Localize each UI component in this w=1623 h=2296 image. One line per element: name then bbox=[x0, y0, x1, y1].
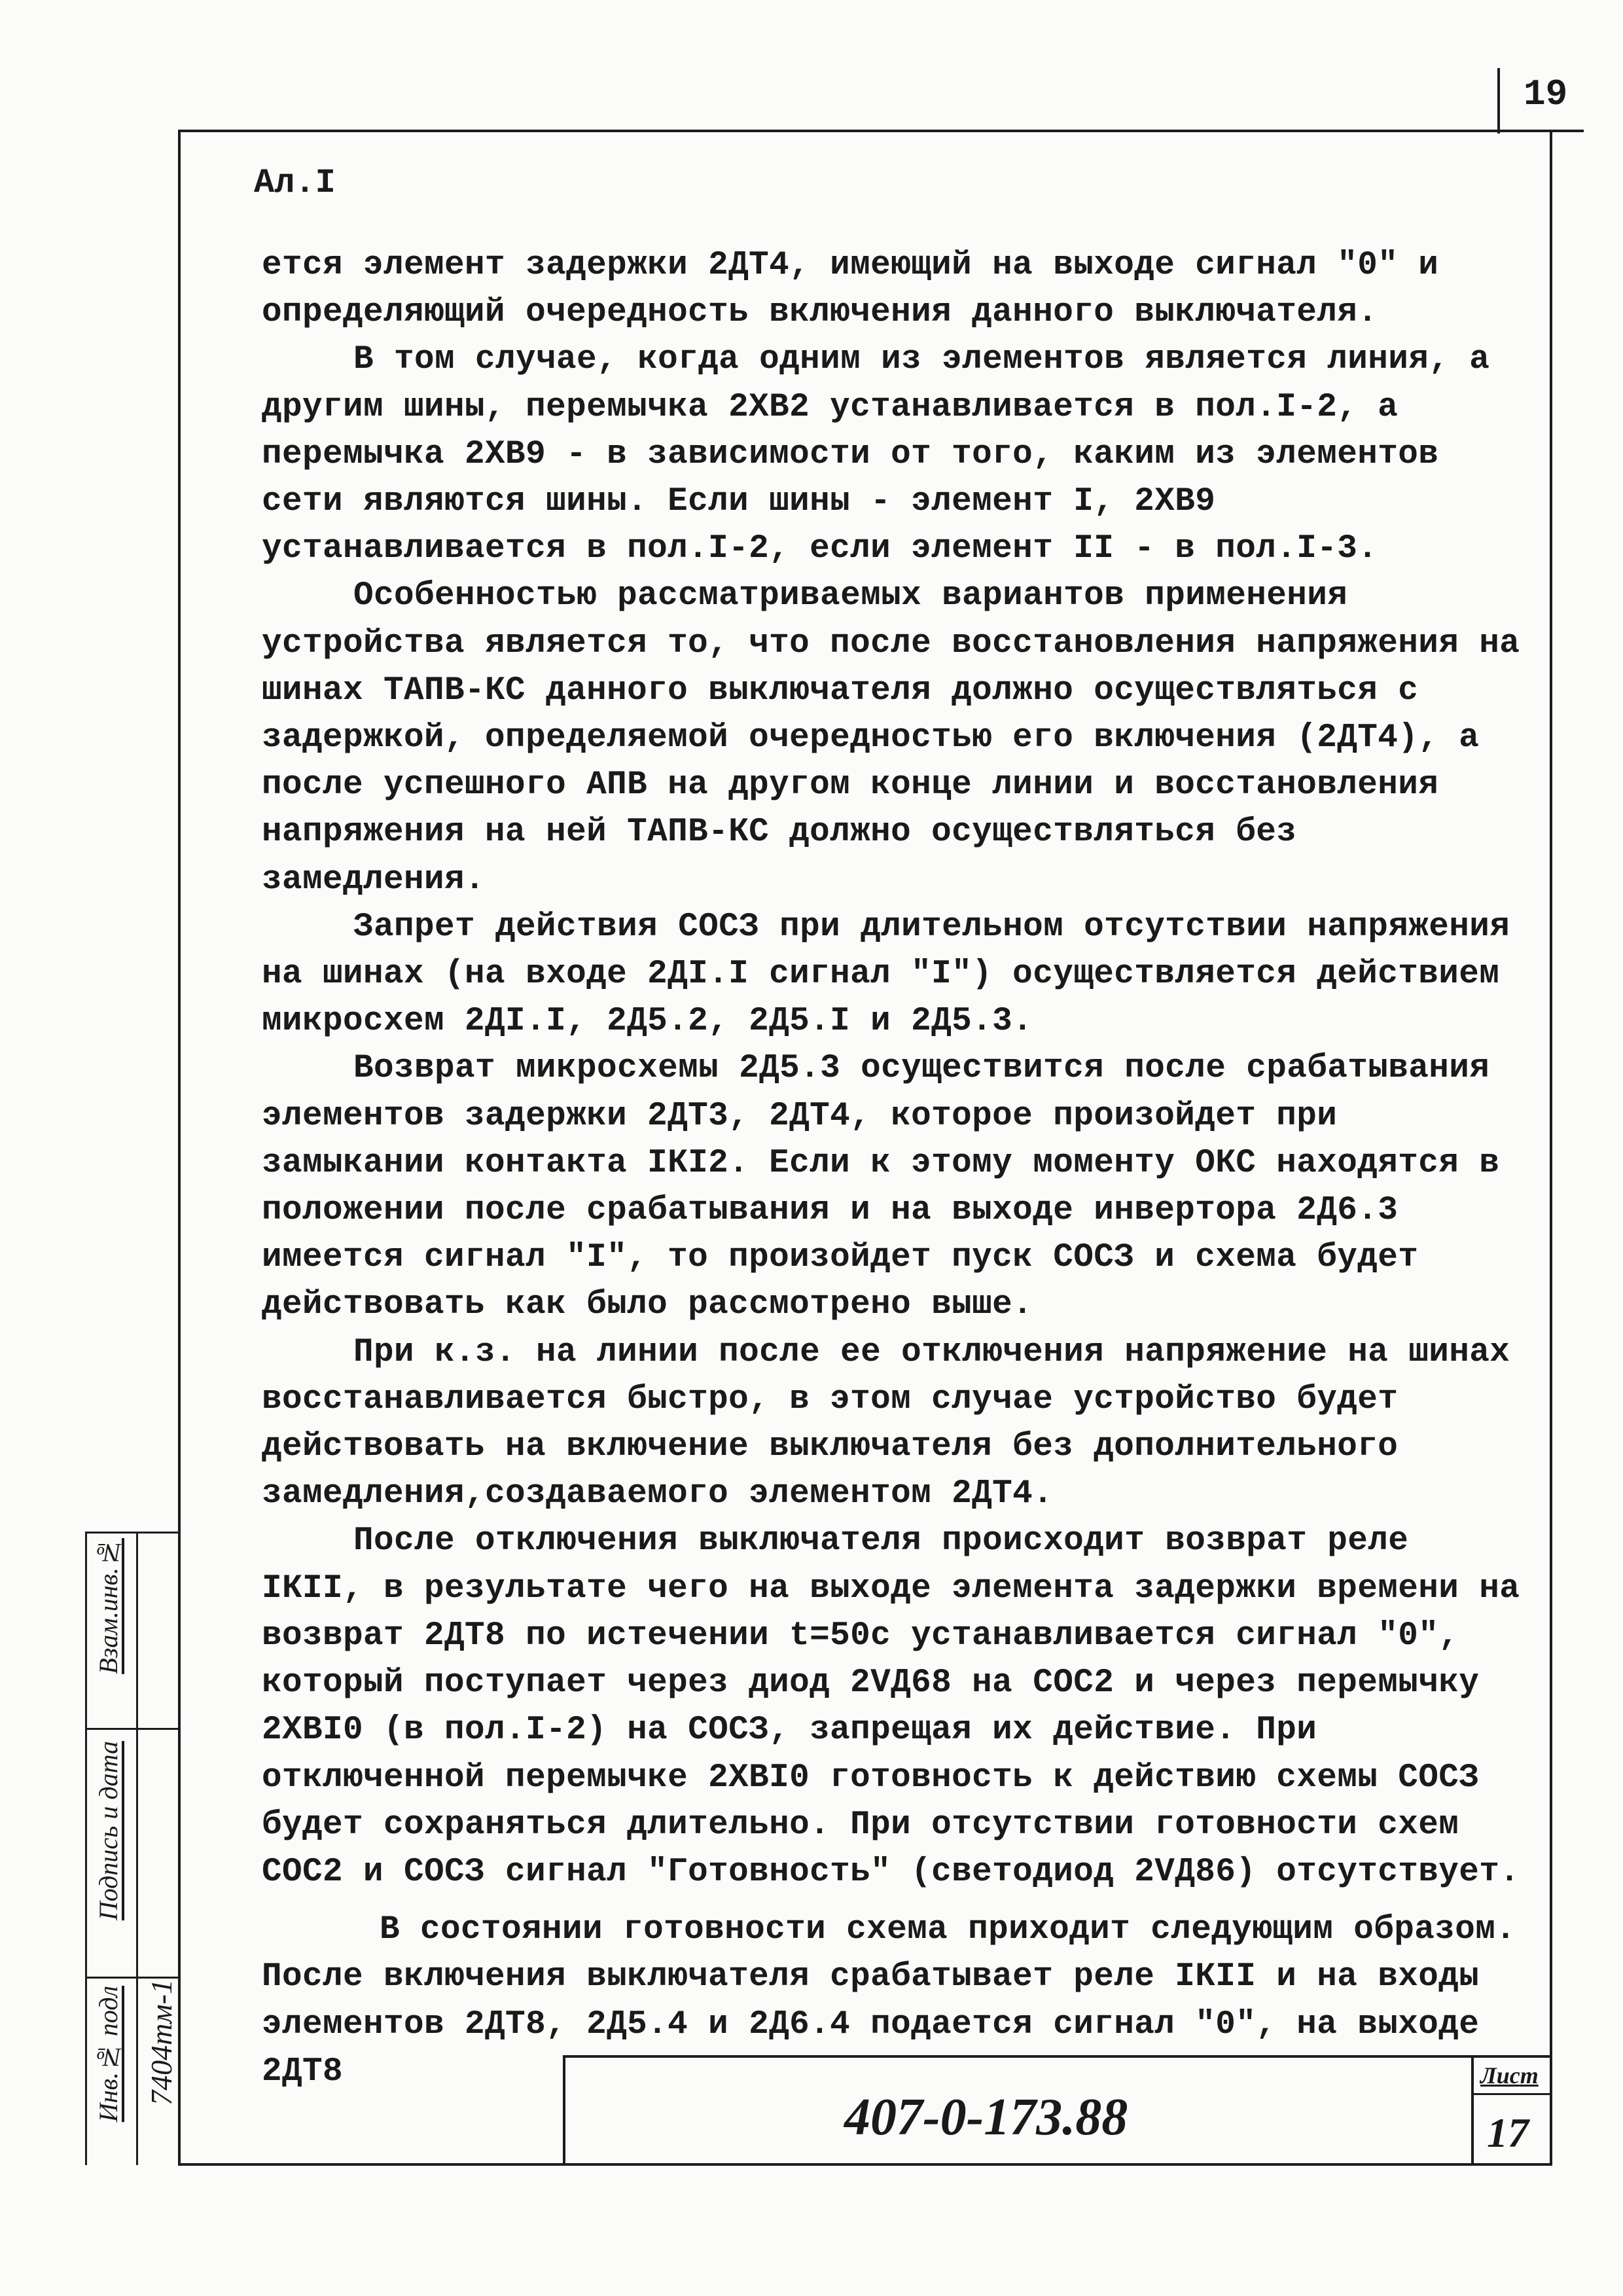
replace-inv-label: Взам.инв.№ bbox=[94, 1538, 123, 1674]
page-number: 19 bbox=[1524, 73, 1568, 115]
stamp-top bbox=[563, 2055, 1551, 2058]
paragraph-4: Запрет действия СОСЗ при длительном отсутствии напряжения на шинах (на входе 2ДI.I сигнал "I") осуществляется действием микросхем 2ДI.I, 2Д5.2, 2Д5.I и 2Д5.3. bbox=[262, 908, 1510, 1041]
frame-top bbox=[178, 130, 1584, 132]
paragraph-5: Возврат микросхемы 2Д5.3 осуществится после срабатывания элементов задержки 2ДТ3, 2ДТ4, которое произойдет при замыкании контакта IКI2. Если к этому моменту ОКС находятся в положении после срабатывания и на выходе инвертора 2Д6.3 имеется сигнал "I", то произойдет пуск СОСЗ и схема будет действовать как было рассмотрено выше. bbox=[262, 1050, 1500, 1324]
inv-number-value: 7404тм-1 bbox=[145, 1979, 178, 2106]
stamp-left bbox=[563, 2055, 565, 2165]
signature-date-label: Подпись и дата bbox=[94, 1741, 123, 1921]
body-text bbox=[262, 242, 1525, 2096]
paragraph-3: Особенностью рассматриваемых вариантов применения устройства является то, что после восстановления напряжения на шинах ТАПВ-КС данного выключателя должно осуществляться с задержкой, определяемой очередностью его включения (2ДТ4), а после успешного АПВ на другом конце линии и восстановления напряжения на ней ТАПВ-КС должно осуществляться без замедления. bbox=[262, 577, 1520, 899]
paragraph-6: При к.з. на линии после ее отключения напряжение на шинах восстанавливается быстро, в этом случае устройство будет действовать на включение выключателя без дополнительного замедления,создаваемого элементом 2ДТ4. bbox=[262, 1333, 1510, 1513]
frame-left bbox=[178, 130, 181, 2165]
album-label: Ал.I bbox=[254, 164, 336, 202]
margin-stamp-sep-2 bbox=[85, 1977, 179, 1979]
margin-stamp-outer bbox=[85, 1532, 87, 2165]
paragraph-7: После отключения выключателя происходит возврат реле IКII, в результате чего на выходе элемента задержки времени на возврат 2ДТ8 по истечении t=50c устанавливается сигнал "0", который поступает через диод 2VД68 на СОС2 и через перемычку 2ХВI0 (в пол.I-2) на СОСЗ, запрещая их действие. При отключенной перемычке 2ХВI0 готовность к действию схемы СОСЗ будет сохраняться длительно. При отсутствии готовности схем СОС2 и СОСЗ сигнал "Готовность" (светодиод 2VД86) отсутствует. bbox=[262, 1522, 1520, 1891]
paragraph-8: В состоянии готовности схема приходит следующим образом. После включения выключателя срабатывает реле IКII и на входы элементов 2ДТ8, 2Д5.4 и 2Д6.4 подается сигнал "0", на выходе 2ДТ8 bbox=[262, 1911, 1516, 2090]
margin-stamp-mid bbox=[136, 1532, 138, 2165]
paragraph-2: В том случае, когда одним из элементов является линия, а другим шины, перемычка 2ХВ2 устанавливается в пол.I-2, а перемычка 2ХВ9 - в зависимости от того, каким из элементов сети являются шины. Если шины - элемент I, 2ХВ9 устанавливается в пол.I-2, если элемент II - в пол.I-3. bbox=[262, 341, 1490, 568]
margin-stamp-top bbox=[85, 1532, 179, 1534]
sheet-number: 17 bbox=[1487, 2109, 1529, 2156]
paragraph-1: ется элемент задержки 2ДТ4, имеющий на выходе сигнал "0" и определяющий очередность включения данного выключателя. bbox=[262, 247, 1439, 332]
frame-right bbox=[1550, 130, 1552, 2165]
page-number-divider bbox=[1497, 68, 1500, 134]
frame-bottom bbox=[178, 2163, 1552, 2166]
document-code: 407-0-173.88 bbox=[844, 2089, 1128, 2146]
margin-stamp-sep-1 bbox=[85, 1728, 179, 1730]
stamp-sheet-divider bbox=[1471, 2093, 1551, 2095]
inv-number-label: Инв.№ подл bbox=[94, 1986, 123, 2123]
sheet-label: Лист bbox=[1480, 2062, 1539, 2089]
stamp-divider bbox=[1471, 2055, 1474, 2165]
